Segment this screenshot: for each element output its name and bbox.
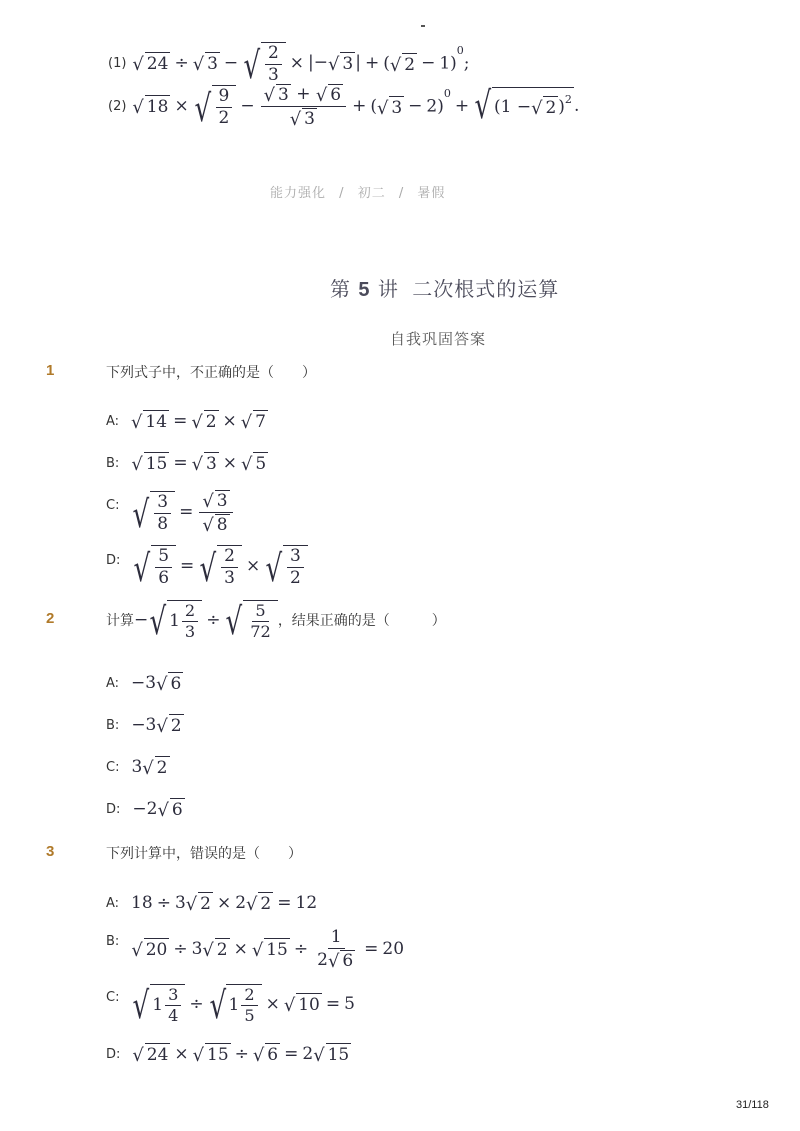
question-3-option-d[interactable]: D: √ 24 × √ 15 ÷ √ 6 = 2 √ 15 [106, 1044, 350, 1067]
breadcrumb-separator: / [398, 186, 405, 201]
breadcrumb-item: 能力强化 [270, 186, 327, 201]
problem-2-label: (2) [108, 98, 127, 114]
question-1-option-c[interactable]: C: √ $\frac{3}{8}$ = √ 3 √ 8 [106, 490, 235, 534]
option-label: A: [106, 675, 120, 691]
question-2-option-c[interactable]: C: 3 √ 2 [106, 757, 168, 780]
lecture-name: 二次根式的运算 [412, 277, 560, 301]
option-label: B: [106, 934, 120, 949]
option-label: C: [106, 498, 120, 513]
breadcrumb-item: 初二 [357, 186, 386, 201]
question-1-option-b[interactable]: B: √ 15 = √ 3 × √ 5 [106, 453, 267, 476]
question-2-stem-prefix: 计算 [106, 613, 134, 630]
question-1-option-d[interactable]: D: √ $\frac{5}{6}$ = √ $\frac{2}{3}$ × √ $\frac{3}{2}$ [106, 545, 308, 587]
section-title: 自我巩固答案 [390, 330, 487, 348]
question-3-number: 3 [46, 843, 55, 860]
option-label: C: [106, 759, 120, 775]
page-number: 31/118 [736, 1099, 769, 1111]
question-2-option-a[interactable]: A: −3 √ 6 [106, 673, 182, 696]
question-1-stem: 下列式子中，不正确的是（ ） [106, 365, 316, 381]
option-label: A: [106, 413, 120, 429]
lecture-title [330, 273, 559, 302]
breadcrumb [270, 182, 445, 201]
option-label: B: [106, 455, 120, 471]
option-label: C: [106, 990, 120, 1005]
option-label: D: [106, 553, 121, 568]
problem-1-label: (1) [108, 55, 127, 71]
question-2-number: 2 [46, 610, 55, 627]
question-1-number: 1 [46, 362, 55, 379]
question-2-option-b[interactable]: B: −3 √ 2 [106, 715, 182, 738]
option-label: D: [106, 1046, 121, 1062]
option-label: D: [106, 801, 121, 817]
question-1-option-a[interactable]: A: √ 14 = √ 2 × √ 7 [106, 411, 266, 434]
lecture-prefix: 第 [330, 277, 351, 301]
page-mark [421, 25, 425, 27]
question-3-stem: 下列计算中，错误的是（ ） [106, 846, 302, 862]
option-label: A: [106, 895, 120, 911]
question-2-stem: 计算 − √ 1 $\frac{2}{3}$ ÷ √ $\frac{5}{72}$ ，结果正确的是（ ） [106, 599, 446, 644]
option-label: B: [106, 717, 120, 733]
problem-1-expression: (1) √ 24 ÷ √ 3 − √ $\frac{2}{3}$ × |− √ 3 | + ( √ 2 − 1)$^0$; [108, 42, 470, 87]
lecture-suffix: 讲 [377, 277, 399, 301]
breadcrumb-item: 暑假 [417, 186, 446, 201]
problem-2-expression: (2) √ 18 × √ $\frac{9}{2}$ − √ 3 + √ 6 √ 3 + ( √ 3 − 2)$^0$ + √ (1 − √ 2 ) 2 . [108, 83, 580, 130]
question-2-option-d[interactable]: D: −2 √ 6 [106, 799, 183, 822]
lecture-number: 5 [358, 279, 371, 301]
question-3-option-b[interactable]: B: √ 20 ÷ 3 √ 2 × √ 15 ÷ 1 2 √ 6 = 20 [106, 927, 405, 972]
question-2-stem-suffix: ，结果正确的是（ ） [277, 613, 446, 630]
question-3-option-a[interactable]: A: 18 ÷ 3 √ 2 × 2 √ 2 = 12 [106, 893, 318, 916]
breadcrumb-separator: / [339, 186, 345, 201]
question-3-option-c[interactable]: C: √ 1 $\frac{3}{4}$ ÷ √ 1 $\frac{2}{5}$ × √ 10 = 5 [106, 983, 355, 1028]
